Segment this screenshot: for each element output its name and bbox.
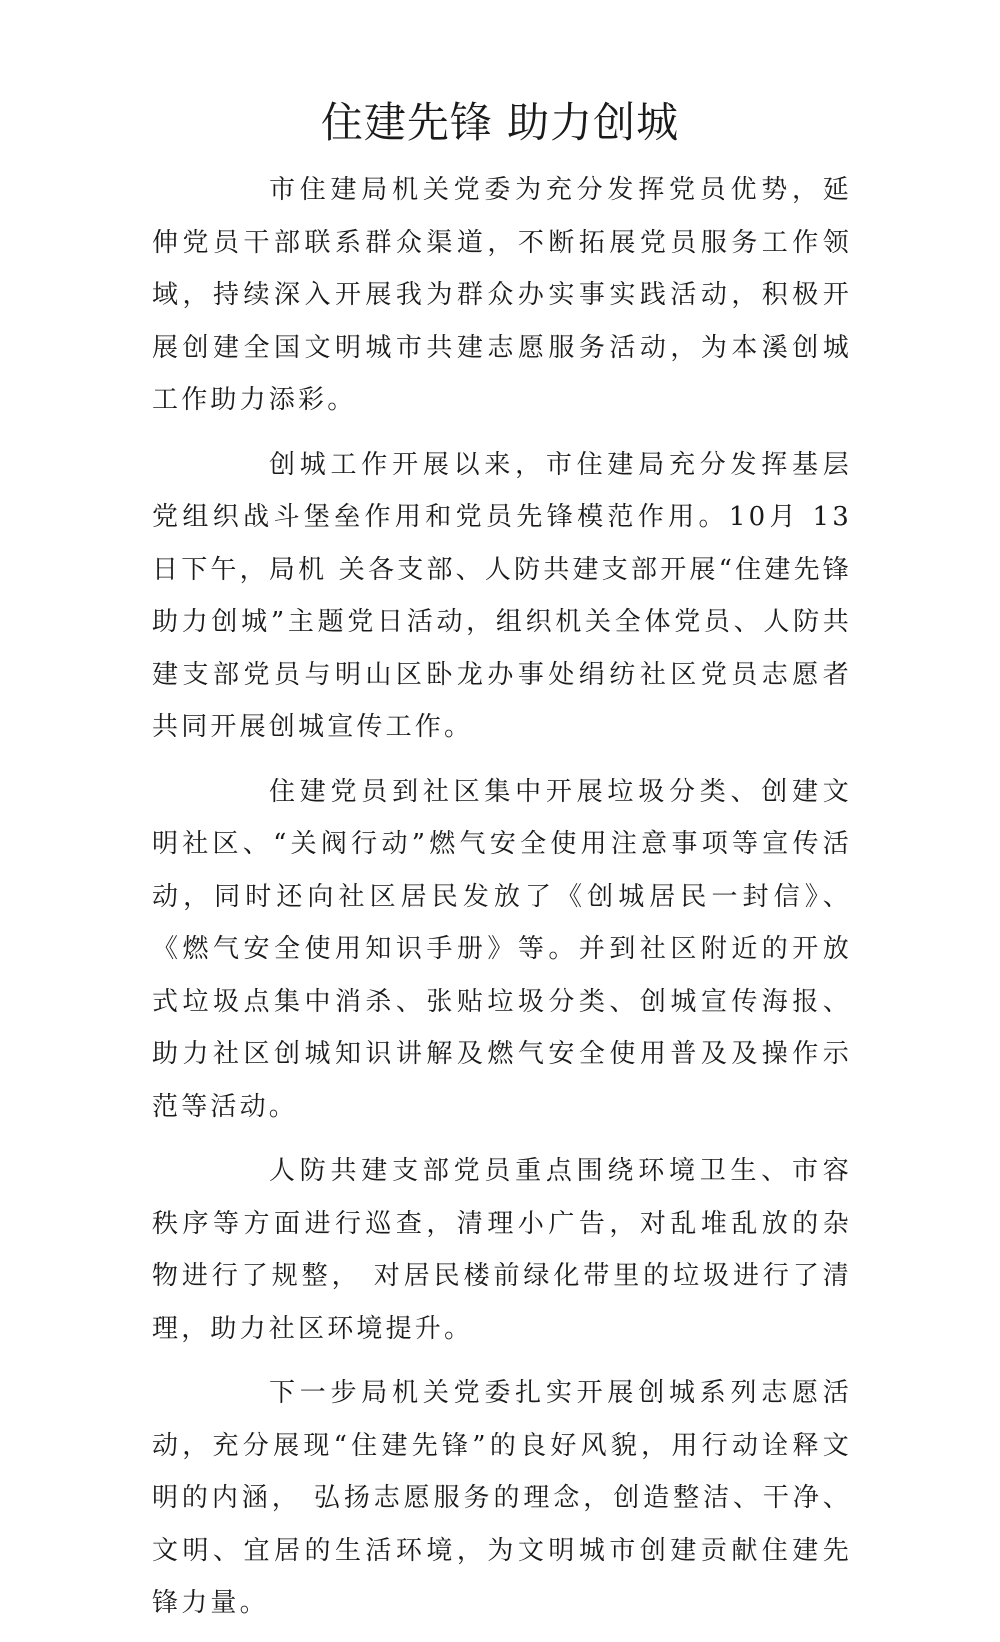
paragraph-2: 创城工作开展以来，市住建局充分发挥基层党组织战斗堡垒作用和党员先锋模范作用。10月 13 日下午，局机 关各支部、人防共建支部开展“住建先锋助力创城”主题党日活动，组织机关全体党员、人防共建支部党员与明山区卧龙办事处绢纺社区党员志愿者共同开展创城宣传工作。 — [152, 449, 852, 742]
document-title: 住建先锋 助力创城 — [320, 98, 680, 147]
paragraph-4: 人防共建支部党员重点围绕环境卫生、市容秩序等方面进行巡查，清理小广告，对乱堆乱放的杂物进行了规整， 对居民楼前绿化带里的垃圾进行了清理，助力社区环境提升。 — [152, 1156, 852, 1344]
paragraph-1: 市住建局机关党委为充分发挥党员优势，延伸党员干部联系群众渠道，不断拓展党员服务工作领域，持续深入开展我为群众办实事实践活动，积极开展创建全国文明城市共建志愿服务活动，为本溪创城工作助力添彩。 — [152, 175, 852, 415]
document-body — [152, 164, 852, 1642]
paragraph-5: 下一步局机关党委扎实开展创城系列志愿活动，充分展现“住建先锋”的良好风貌，用行动诠释文明的内涵， 弘扬志愿服务的理念，创造整洁、干净、文明、宜居的生活环境，为文明城市创建贡献住建先锋力量。 — [152, 1378, 852, 1618]
paragraph-3: 住建党员到社区集中开展垃圾分类、创建文明社区、“关阀行动”燃气安全使用注意事项等宣传活动，同时还向社区居民发放了《创城居民一封信》、《燃气安全使用知识手册》等。并到社区附近的开放式垃圾点集中消杀、张贴垃圾分类、创城宣传海报、助力社区创城知识讲解及燃气安全使用普及及操作示范等活动。 — [152, 776, 852, 1122]
